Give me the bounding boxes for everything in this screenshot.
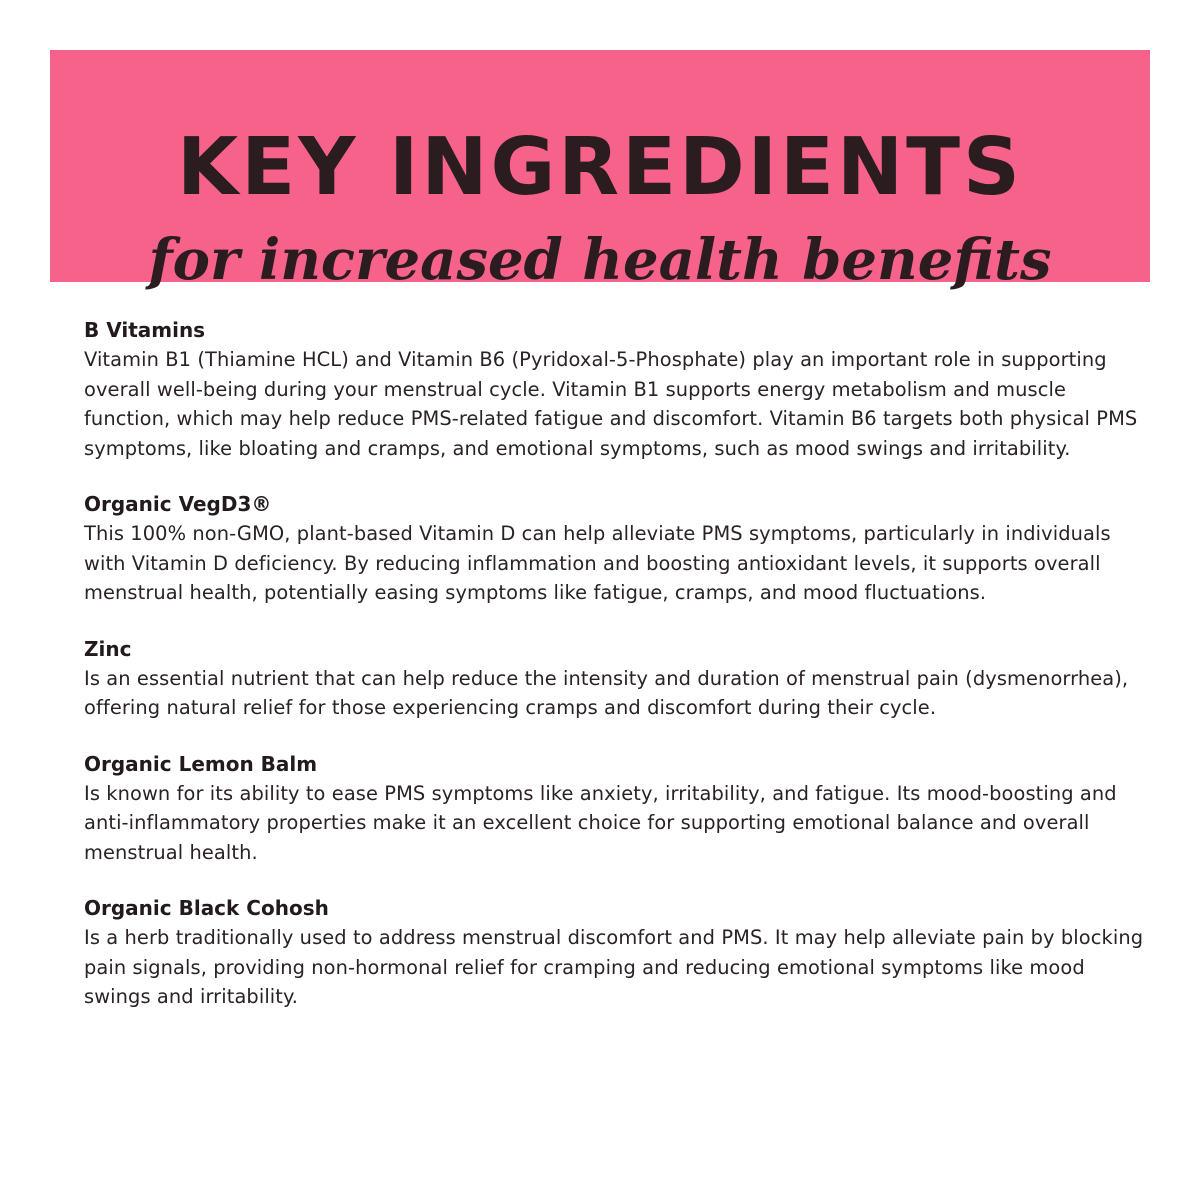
ingredient-heading: Organic Lemon Balm [84,751,318,776]
ingredient-heading: Organic VegD3® [84,492,272,516]
ingredient-lemon-balm [84,750,1144,868]
ingredient-heading: Zinc [84,636,132,661]
ingredient-b-vitamins [84,316,1144,463]
ingredients-list [84,316,1144,1039]
ingredient-description: Vitamin B1 (Thiamine HCL) and Vitamin B6 (Pyridoxal-5-Phosphate) play an important role in supporting overall well-being during your menstrual cycle. Vitamin B1 supports energy metabolism and muscle function, which may help reduce PMS-related fatigue and discomfort. Vitamin B6 targets both physical PMS symptoms, like bloating and cramps, and emotional symptoms, such as mood swings and irritability. [84,348,1138,460]
page-subtitle: for increased health benefits [148,227,1052,293]
page-title: KEY INGREDIENTS [177,121,1023,213]
ingredient-description: Is known for its ability to ease PMS symptoms like anxiety, irritability, and fatigue. Its mood-boosting and anti-inflammatory properties make it an excellent choice for supporting emotional balance and overall menstrual health. [84,781,1117,864]
ingredient-description: Is a herb traditionally used to address menstrual discomfort and PMS. It may help alleviate pain by blocking pain signals, providing non-hormonal relief for cramping and reducing emotional symptoms like mood swings and irritability. [84,926,1144,1008]
ingredient-black-cohosh [84,894,1144,1012]
ingredient-description: This 100% non-GMO, plant-based Vitamin D can help alleviate PMS symptoms, particularly in individuals with Vitamin D deficiency. By reducing inflammation and boosting antioxidant levels, it supports overall menstrual health, potentially easing symptoms like fatigue, cramps, and mood fluctuations. [84,522,1111,604]
header-banner [50,50,1150,293]
ingredient-heading: Organic Black Cohosh [84,896,329,920]
ingredient-description: Is an essential nutrient that can help reduce the intensity and duration of menstrual pain (dysmenorrhea), offering natural relief for those experiencing cramps and discomfort during their cycle. [84,666,1129,719]
ingredient-heading: B Vitamins [84,318,206,342]
ingredient-vegd3 [84,490,1144,608]
ingredient-zinc [84,635,1144,723]
